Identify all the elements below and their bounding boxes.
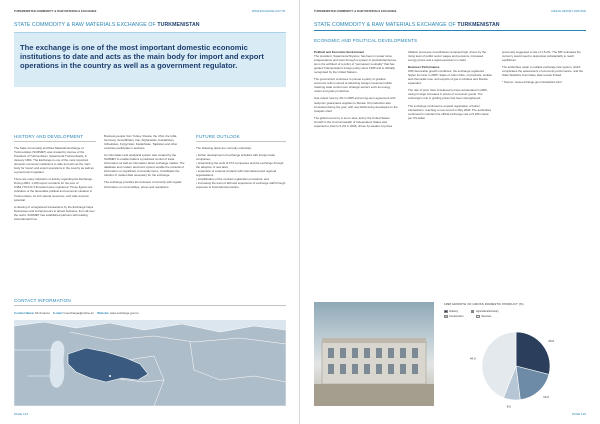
paragraph-text: previously suggested a rate of 1.5-2%. The IMF estimates the currency would need to depreciate substantially to reach equilibrium. [502, 50, 581, 63]
future-item: • streamlining the work of FTA companies and the exchange through the adoption of new laws, [196, 161, 284, 170]
contact-name-value: Mr Amanov [35, 311, 50, 315]
paragraph-text: The president, Saparmurat Niyazov, has been in power since independence and rules through a system of presidential decree. He is the architect of a policy of "permanent neutrality" that has guided Turkmenistan's foreign policy since 1995 and is officially recognised by the United Nations. [314, 54, 398, 75]
history-rule [14, 141, 96, 142]
history-paragraph: The exchange provides the business community with regular information on commodities, prices and quotations. [104, 180, 182, 189]
pie-slice-label: 8.0 [506, 404, 511, 408]
future-rule [196, 141, 286, 142]
paragraph [502, 50, 586, 62]
legend-swatch [471, 310, 475, 313]
legend-item [476, 315, 497, 318]
building-photo [314, 302, 434, 406]
paragraph [314, 96, 398, 112]
contact-heading: CONTACT INFORMATION [14, 298, 71, 303]
running-url[interactable]: WWW.EXCHANGE.GOV.TM [251, 10, 285, 13]
paragraph [408, 65, 492, 85]
page-number-left: PAGE 124 [14, 412, 28, 416]
paragraph-subhead: Political and Economic Environment [314, 50, 365, 54]
history-heading: HISTORY AND DEVELOPMENT [14, 134, 84, 139]
website-link[interactable]: www.exchange.gov.tm [109, 311, 139, 315]
lede-text: The exchange is one of the most important domestic economic institutions to date and acts as the main body for import and export operations in the country as well as a government regulator. [20, 43, 264, 70]
running-head: TURKMENISTAN COMMODITY & RAW MATERIALS EXCHANGE [14, 10, 97, 13]
section-title [314, 22, 500, 28]
chart-title: 1998 GROWTH OF GROSS DOMESTIC PRODUCT (%) [444, 302, 524, 306]
history-paragraph: The State Commodity and Raw Materials Exchange of Turkmenistan (SCRMET) was created by decree of the President of Turkmenistan, Saparmurat Turkmenbashi, in January 1994. The Exchange is one of the most important domestic economic institutions to date and acts as the main body for import and export operations in the country as well as a government regulator. [14, 146, 94, 175]
paragraph [408, 88, 492, 100]
legend-item [471, 310, 505, 313]
section-title-country: TURKMENISTAN [457, 22, 500, 28]
pie-slice-label: 29.0 [548, 338, 555, 343]
paragraph-text: The government continues to pursue a policy of gradual economic reform aimed at attracting foreign investment while retaining state control over strategic sectors such as energy, cotton and grain production. [314, 77, 392, 94]
future-intro: The following plans are currently underway: [196, 146, 252, 150]
section-title-country: TURKMENISTAN [157, 22, 200, 28]
paragraph-text: The global economy is set to slow, led by the United States. Growth in the Commonwealth of Independent States was expected to slow to 6.2% in 2006, driven by weaker oil prices. [314, 115, 393, 128]
chart-legend [444, 310, 586, 320]
pie-slice-label: 19.0 [543, 394, 549, 399]
source-note-text: * Source: www.exchange.gov.tm/statistics.html [502, 80, 562, 85]
contact-bar [14, 311, 139, 315]
paragraph-text: With favourable growth conditions, the exchange registered higher turnover in 2005. Sales of cotton fibre, oil products, textiles and chemicals rose, and exports of gas to Ukraine and Russia expanded. [408, 69, 492, 86]
paragraph [408, 50, 492, 62]
future-item: • increasing the level of skill and experience of exchange staff through exposure to international practice. [196, 181, 286, 190]
email-label: E-mail: [53, 311, 63, 315]
building-facade [322, 342, 426, 384]
source-note [502, 80, 586, 84]
paragraph [314, 77, 398, 93]
page-number-right: PAGE 125 [572, 412, 586, 416]
plaza-ground [314, 384, 434, 406]
history-column-1 [14, 146, 96, 224]
legend-swatch [444, 315, 448, 318]
text-column-3 [502, 50, 586, 87]
paragraph-text: The authorities retain a multiple exchange rate system, which complicates the assessment of economic performance, and the State Statistics Committee data remain limited. [502, 65, 583, 78]
future-item: • expansion of external contacts with international and regional organisations, [196, 169, 277, 178]
running-head: TURKMENISTAN COMMODITY & RAW MATERIALS EXCHANGE [314, 10, 397, 13]
future-heading: FUTURE OUTLOOK [196, 134, 240, 139]
paragraph [314, 50, 398, 74]
history-column-2 [104, 134, 186, 192]
legend-item [444, 310, 464, 313]
legend-label: Industry [449, 310, 459, 314]
paragraph [314, 116, 398, 128]
pie-slice-label: 44.0 [469, 356, 476, 361]
paragraph-subhead: Business Performance [408, 65, 440, 70]
gdp-pie-chart [444, 324, 586, 408]
legend-swatch [476, 315, 480, 318]
legend-swatch [444, 310, 448, 313]
section-title [14, 22, 200, 28]
legend-row [444, 315, 586, 320]
paragraph-text: Inflation pressures nevertheless remained high, driven by the rising level of public sector wages and pensions, increased energy prices and a rapid expansion in credit. [408, 50, 487, 63]
section-title-prefix: STATE COMMODITY & RAW MATERIALS EXCHANGE OF [314, 22, 456, 28]
building-photo-drawing [314, 302, 434, 406]
legend-label: Construction [449, 315, 464, 319]
website-label: Website: [97, 311, 110, 315]
legend-label: Services [481, 315, 492, 319]
paragraph [502, 65, 586, 77]
legend-item [444, 315, 470, 318]
history-paragraph: There are many indicators of activity regarding the Exchange. During 2004, 1,025 export contracts for the sum of US$4,770,072.4 thousand were registered. These figures are indicative of the favourable political and economic situation in Turkmenistan, its rich natural resources, and vital resource potential. [14, 177, 93, 202]
text-column-2 [408, 50, 492, 123]
title-rule [314, 30, 586, 31]
future-item: • further development of exchange activities with foreign trade companies, [196, 153, 275, 162]
right-page [300, 0, 600, 424]
section-title-prefix: STATE COMMODITY & RAW MATERIALS EXCHANGE OF [14, 22, 156, 28]
building-cornice [322, 338, 426, 343]
paragraph-text: The rate of price rises is believed to have accelerated in 2006, owing to large increases in prices of consumer goods. The exchange's role in guiding prices has been strengthened. [408, 88, 488, 101]
running-url: ANNUAL REPORT 2005-2006 [551, 10, 586, 13]
text-column-1 [314, 50, 398, 131]
legend-label: Agriculture/Forestry [475, 310, 499, 314]
history-paragraph: Business people from Turkey, Russia, the USA, the UAE, Germany, Great Britain, Iran, Afghanistan, Kazakhstan, Uzbekistan, Kyrgyzstan, Kazakhstan, Tajikistan and other countries participate in auctions. [104, 134, 178, 151]
paragraph-text: The exchange continued to expand registration of barter transactions, reaching a new record in May 2006. The authorities continued to maintain the official exchange rate at 5,200 manat per US dollar. [408, 103, 492, 120]
subhead: ECONOMIC AND POLITICAL DEVELOPMENTS [314, 38, 418, 43]
future-column [196, 146, 286, 189]
contact-rule [14, 305, 286, 306]
paragraph [408, 104, 492, 120]
history-paragraph: An information and analytical system was created by the SCRMET to enable bidders a predicted control of trade information as well as information about exchange market. The database and modern electronic system enable the retrieval of information on significant commodity items. It facilitates the transfer of market data necessary for the exchange. [104, 153, 185, 178]
history-paragraph: A clearing of unregistered transactions by the Exchange helps businesses and entrepreneurs to attract business, from all over the world. SCRMET has established partners with leading international firms. [14, 204, 95, 221]
map-capital-marker [109, 375, 111, 377]
map-caspian-sea [50, 341, 65, 388]
contact-name-label: Contact Name: [14, 311, 35, 315]
email-link[interactable]: tmexchange@online.tm [63, 311, 94, 315]
paragraph-text: Gas output rose by 4% in 2005 and a long-term agreement with Gazprom guarantees supplies to Russia. Oil production also increased during the year, with new fields being developed on the Caspian shelf. [314, 96, 398, 113]
region-map [14, 320, 286, 406]
future-item: • simplification of the contract registration procedure, and [196, 177, 269, 182]
